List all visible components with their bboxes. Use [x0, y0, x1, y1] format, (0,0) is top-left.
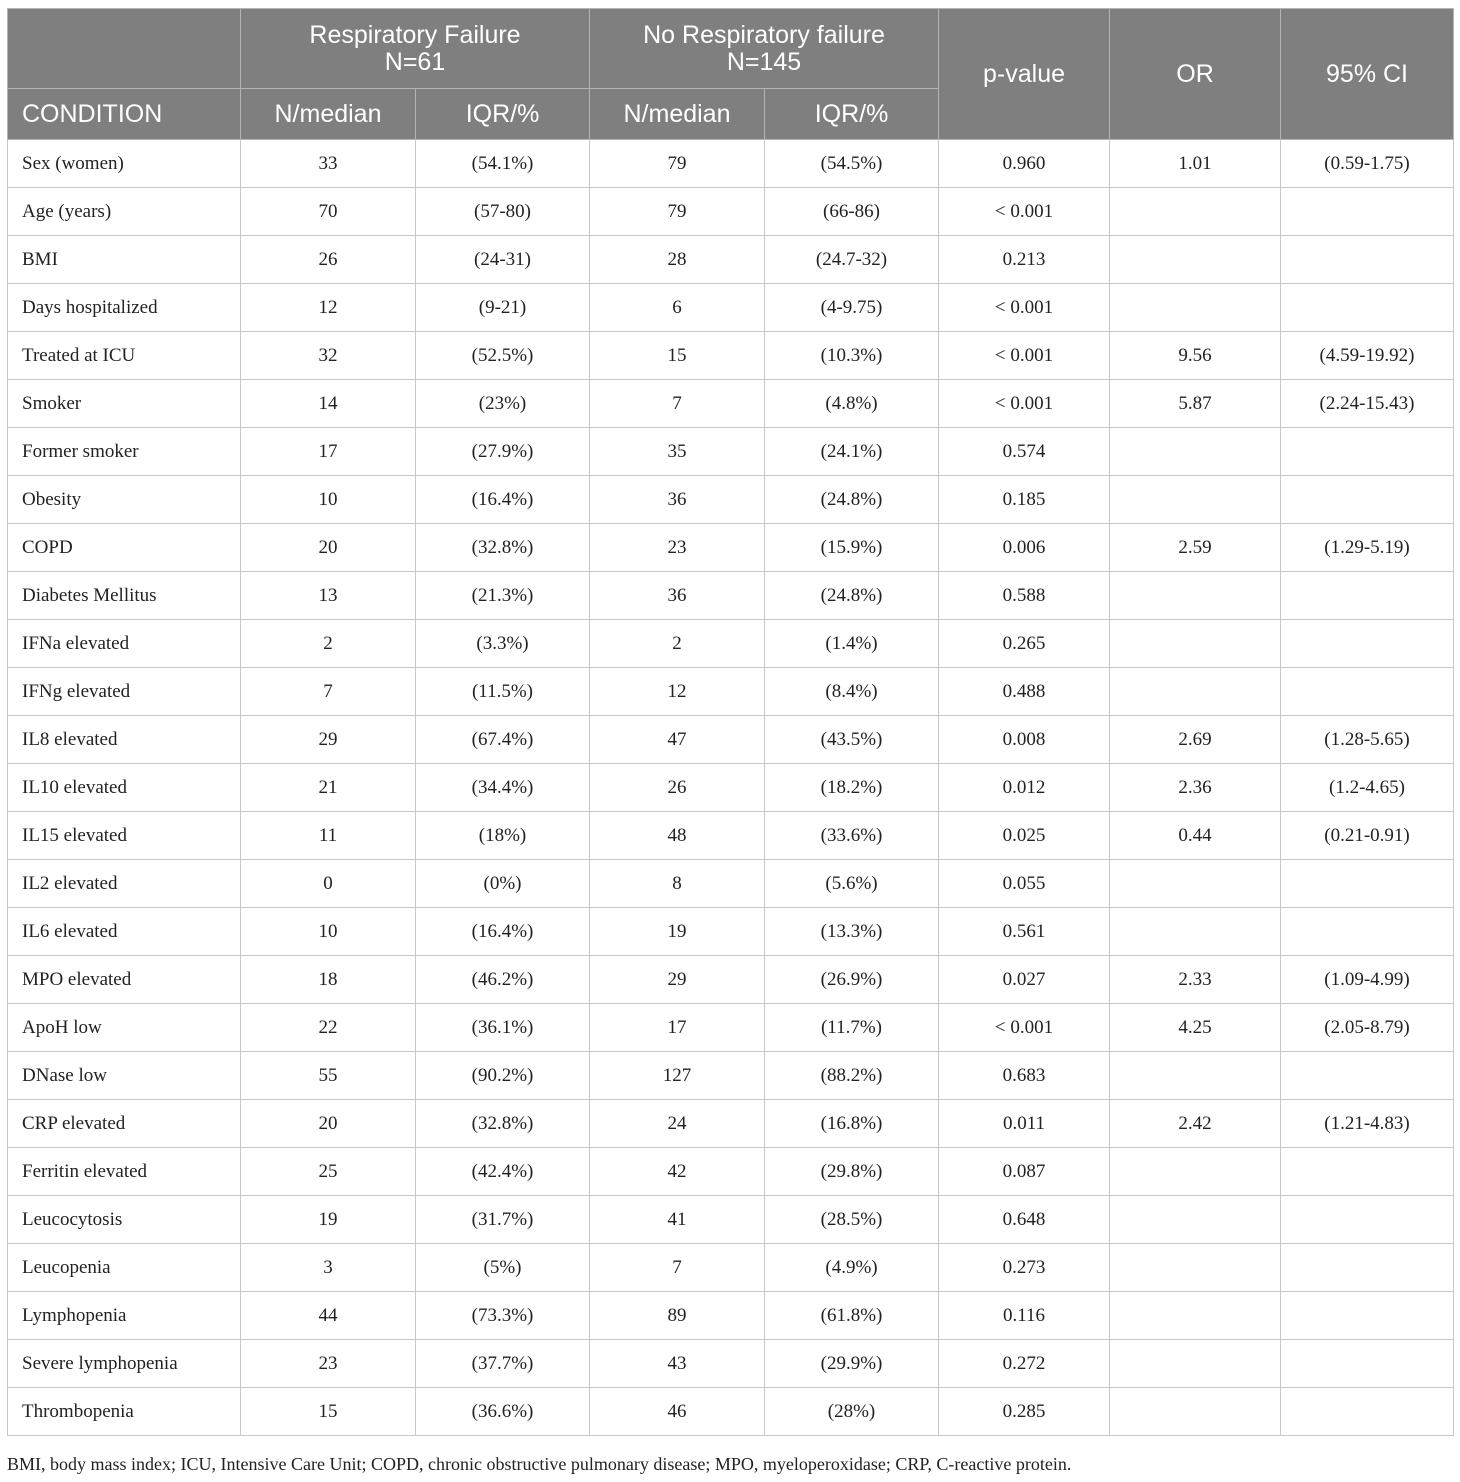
rf-iqr-cell: (54.1%): [416, 140, 590, 188]
nrf-n-median-cell: 46: [590, 1388, 765, 1436]
no-resp-failure-group-header: [590, 9, 939, 89]
ci-cell: [1281, 476, 1454, 524]
rf-iqr-cell: (27.9%): [416, 428, 590, 476]
p-value-cell: < 0.001: [939, 1004, 1110, 1052]
condition-cell: IFNa elevated: [8, 620, 241, 668]
p-value-cell: 0.011: [939, 1100, 1110, 1148]
table-row: [8, 908, 1454, 956]
nrf-iqr-cell: (54.5%): [765, 140, 939, 188]
nrf-iqr-cell: (16.8%): [765, 1100, 939, 1148]
ci-cell: (4.59-19.92): [1281, 332, 1454, 380]
rf-n-median-cell: 11: [241, 812, 416, 860]
rf-n-median-cell: 0: [241, 860, 416, 908]
or-cell: 1.01: [1110, 140, 1281, 188]
ci-cell: [1281, 1388, 1454, 1436]
table-row: [8, 1244, 1454, 1292]
or-cell: 9.56: [1110, 332, 1281, 380]
ci-cell: [1281, 572, 1454, 620]
p-value-cell: 0.025: [939, 812, 1110, 860]
or-cell: [1110, 284, 1281, 332]
rf-n-median-cell: 10: [241, 476, 416, 524]
table-row: [8, 428, 1454, 476]
condition-cell: Thrombopenia: [8, 1388, 241, 1436]
p-value-cell: 0.683: [939, 1052, 1110, 1100]
rf-iqr-cell: (73.3%): [416, 1292, 590, 1340]
nrf-n-median-cell: 15: [590, 332, 765, 380]
nrf-iqr-cell: (8.4%): [765, 668, 939, 716]
p-value-cell: 0.574: [939, 428, 1110, 476]
nrf-n-median-cell: 7: [590, 1244, 765, 1292]
condition-header: CONDITION: [8, 89, 241, 140]
nrf-n-median-cell: 36: [590, 476, 765, 524]
condition-cell: Leucocytosis: [8, 1196, 241, 1244]
rf-iqr-cell: (16.4%): [416, 476, 590, 524]
no-resp-failure-title: No Respiratory failure: [643, 20, 885, 49]
rf-n-median-cell: 55: [241, 1052, 416, 1100]
p-value-cell: 0.561: [939, 908, 1110, 956]
rf-iqr-cell: (67.4%): [416, 716, 590, 764]
ci-cell: (1.21-4.83): [1281, 1100, 1454, 1148]
rf-iqr-cell: (42.4%): [416, 1148, 590, 1196]
ci-cell: [1281, 1052, 1454, 1100]
p-value-cell: < 0.001: [939, 380, 1110, 428]
p-value-cell: < 0.001: [939, 332, 1110, 380]
nrf-n-median-cell: 89: [590, 1292, 765, 1340]
table-row: [8, 572, 1454, 620]
rf-iqr-cell: (23%): [416, 380, 590, 428]
nrf-iqr-cell: (18.2%): [765, 764, 939, 812]
nrf-iqr-cell: (28%): [765, 1388, 939, 1436]
ci-cell: (1.29-5.19): [1281, 524, 1454, 572]
or-cell: [1110, 620, 1281, 668]
or-cell: 2.69: [1110, 716, 1281, 764]
ci-header: 95% CI: [1281, 9, 1454, 140]
nrf-n-median-cell: 26: [590, 764, 765, 812]
nrf-n-median-cell: 17: [590, 1004, 765, 1052]
rf-n-median-cell: 20: [241, 524, 416, 572]
nrf-n-median-cell: 42: [590, 1148, 765, 1196]
or-cell: [1110, 1244, 1281, 1292]
table-row: [8, 1340, 1454, 1388]
nrf-n-median-cell: 29: [590, 956, 765, 1004]
p-value-cell: < 0.001: [939, 284, 1110, 332]
condition-cell: Treated at ICU: [8, 332, 241, 380]
condition-cell: Age (years): [8, 188, 241, 236]
p-value-cell: 0.213: [939, 236, 1110, 284]
rf-n-median-cell: 44: [241, 1292, 416, 1340]
rf-iqr-cell: (90.2%): [416, 1052, 590, 1100]
or-cell: 5.87: [1110, 380, 1281, 428]
table-row: [8, 1100, 1454, 1148]
table-row: [8, 1004, 1454, 1052]
rf-n-median-cell: 2: [241, 620, 416, 668]
condition-cell: Sex (women): [8, 140, 241, 188]
ci-cell: [1281, 668, 1454, 716]
ci-cell: (0.59-1.75): [1281, 140, 1454, 188]
rf-n-median-cell: 14: [241, 380, 416, 428]
rf-n-median-cell: 25: [241, 1148, 416, 1196]
table-row: [8, 284, 1454, 332]
rf-n-median-cell: 10: [241, 908, 416, 956]
nrf-n-median-cell: 7: [590, 380, 765, 428]
ci-cell: (0.21-0.91): [1281, 812, 1454, 860]
rf-iqr-cell: (34.4%): [416, 764, 590, 812]
nrf-n-median-cell: 19: [590, 908, 765, 956]
rf-n-median-cell: 21: [241, 764, 416, 812]
condition-cell: MPO elevated: [8, 956, 241, 1004]
p-value-cell: 0.027: [939, 956, 1110, 1004]
rf-iqr-cell: (32.8%): [416, 524, 590, 572]
table-row: [8, 188, 1454, 236]
ci-cell: [1281, 860, 1454, 908]
nrf-n-median-cell: 35: [590, 428, 765, 476]
ci-cell: (2.24-15.43): [1281, 380, 1454, 428]
condition-cell: IL10 elevated: [8, 764, 241, 812]
rf-n-median-cell: 70: [241, 188, 416, 236]
ci-cell: (1.09-4.99): [1281, 956, 1454, 1004]
rf-n-median-cell: 7: [241, 668, 416, 716]
or-cell: [1110, 1148, 1281, 1196]
ci-cell: (1.28-5.65): [1281, 716, 1454, 764]
nrf-iqr-cell: (1.4%): [765, 620, 939, 668]
nrf-n-median-cell: 41: [590, 1196, 765, 1244]
p-value-cell: 0.285: [939, 1388, 1110, 1436]
nrf-iqr-cell: (4.8%): [765, 380, 939, 428]
rf-n-median-cell: 32: [241, 332, 416, 380]
or-header: OR: [1110, 9, 1281, 140]
p-value-cell: < 0.001: [939, 188, 1110, 236]
nrf-iqr-cell: (11.7%): [765, 1004, 939, 1052]
table-footnote: BMI, body mass index; ICU, Intensive Care Unit; COPD, chronic obstructive pulmonary disease; MPO, myeloperoxidase; CRP, C-reactive protein.: [7, 1454, 1072, 1474]
rf-iqr-cell: (36.1%): [416, 1004, 590, 1052]
rf-iqr-header: IQR/%: [416, 89, 590, 140]
rf-iqr-cell: (37.7%): [416, 1340, 590, 1388]
p-value-cell: 0.008: [939, 716, 1110, 764]
nrf-iqr-cell: (66-86): [765, 188, 939, 236]
p-value-cell: 0.006: [939, 524, 1110, 572]
table-row: [8, 1196, 1454, 1244]
p-value-cell: 0.185: [939, 476, 1110, 524]
nrf-iqr-cell: (10.3%): [765, 332, 939, 380]
or-cell: [1110, 188, 1281, 236]
ci-cell: [1281, 284, 1454, 332]
table-row: [8, 764, 1454, 812]
ci-cell: [1281, 1244, 1454, 1292]
resp-failure-count: N=61: [384, 47, 446, 76]
p-value-cell: 0.648: [939, 1196, 1110, 1244]
or-cell: 2.33: [1110, 956, 1281, 1004]
empty-corner-cell: [8, 9, 241, 89]
ci-cell: [1281, 1196, 1454, 1244]
ci-cell: [1281, 236, 1454, 284]
table-row: [8, 140, 1454, 188]
table-row: [8, 1388, 1454, 1436]
or-cell: [1110, 1292, 1281, 1340]
nrf-n-median-cell: 8: [590, 860, 765, 908]
p-value-cell: 0.087: [939, 1148, 1110, 1196]
rf-n-median-cell: 20: [241, 1100, 416, 1148]
table-row: [8, 1148, 1454, 1196]
nrf-n-median-cell: 28: [590, 236, 765, 284]
no-resp-failure-count: N=145: [726, 47, 802, 76]
condition-cell: Days hospitalized: [8, 284, 241, 332]
condition-cell: BMI: [8, 236, 241, 284]
or-cell: [1110, 428, 1281, 476]
or-cell: 2.36: [1110, 764, 1281, 812]
condition-cell: Ferritin elevated: [8, 1148, 241, 1196]
nrf-iqr-cell: (43.5%): [765, 716, 939, 764]
table-row: [8, 620, 1454, 668]
results-table: [7, 8, 1454, 1436]
condition-cell: Obesity: [8, 476, 241, 524]
nrf-iqr-cell: (5.6%): [765, 860, 939, 908]
or-cell: [1110, 236, 1281, 284]
nrf-n-median-cell: 24: [590, 1100, 765, 1148]
rf-iqr-cell: (57-80): [416, 188, 590, 236]
condition-cell: CRP elevated: [8, 1100, 241, 1148]
nrf-n-median-cell: 23: [590, 524, 765, 572]
table-row: [8, 716, 1454, 764]
table-row: [8, 332, 1454, 380]
condition-cell: IL2 elevated: [8, 860, 241, 908]
rf-n-median-cell: 22: [241, 1004, 416, 1052]
nrf-n-median-cell: 79: [590, 188, 765, 236]
table-row: [8, 956, 1454, 1004]
rf-iqr-cell: (24-31): [416, 236, 590, 284]
condition-cell: Former smoker: [8, 428, 241, 476]
p-value-cell: 0.055: [939, 860, 1110, 908]
condition-cell: IL6 elevated: [8, 908, 241, 956]
nrf-iqr-header: IQR/%: [765, 89, 939, 140]
rf-n-median-cell: 3: [241, 1244, 416, 1292]
rf-iqr-cell: (0%): [416, 860, 590, 908]
nrf-iqr-cell: (33.6%): [765, 812, 939, 860]
table-row: [8, 668, 1454, 716]
rf-n-median-cell: 29: [241, 716, 416, 764]
nrf-iqr-cell: (24.7-32): [765, 236, 939, 284]
nrf-n-median-header: N/median: [590, 89, 765, 140]
table-row: [8, 476, 1454, 524]
condition-cell: Leucopenia: [8, 1244, 241, 1292]
rf-n-median-cell: 18: [241, 956, 416, 1004]
rf-iqr-cell: (9-21): [416, 284, 590, 332]
rf-n-median-cell: 17: [241, 428, 416, 476]
table-header: [8, 9, 1454, 140]
p-value-cell: 0.012: [939, 764, 1110, 812]
or-cell: [1110, 1340, 1281, 1388]
condition-cell: IL8 elevated: [8, 716, 241, 764]
nrf-n-median-cell: 47: [590, 716, 765, 764]
rf-n-median-cell: 23: [241, 1340, 416, 1388]
or-cell: [1110, 860, 1281, 908]
p-value-cell: 0.960: [939, 140, 1110, 188]
nrf-iqr-cell: (88.2%): [765, 1052, 939, 1100]
rf-n-median-cell: 13: [241, 572, 416, 620]
nrf-iqr-cell: (4.9%): [765, 1244, 939, 1292]
nrf-iqr-cell: (24.8%): [765, 572, 939, 620]
nrf-iqr-cell: (28.5%): [765, 1196, 939, 1244]
nrf-n-median-cell: 127: [590, 1052, 765, 1100]
nrf-n-median-cell: 6: [590, 284, 765, 332]
table-row: [8, 812, 1454, 860]
or-cell: [1110, 1052, 1281, 1100]
rf-n-median-cell: 15: [241, 1388, 416, 1436]
or-cell: [1110, 1196, 1281, 1244]
rf-iqr-cell: (31.7%): [416, 1196, 590, 1244]
nrf-n-median-cell: 2: [590, 620, 765, 668]
nrf-iqr-cell: (13.3%): [765, 908, 939, 956]
nrf-iqr-cell: (4-9.75): [765, 284, 939, 332]
rf-n-median-cell: 26: [241, 236, 416, 284]
p-value-cell: 0.272: [939, 1340, 1110, 1388]
rf-n-median-cell: 19: [241, 1196, 416, 1244]
group-header-row: [8, 9, 1454, 89]
nrf-n-median-cell: 43: [590, 1340, 765, 1388]
table-row: [8, 524, 1454, 572]
ci-cell: (1.2-4.65): [1281, 764, 1454, 812]
p-value-cell: 0.116: [939, 1292, 1110, 1340]
nrf-iqr-cell: (61.8%): [765, 1292, 939, 1340]
ci-cell: [1281, 428, 1454, 476]
ci-cell: [1281, 188, 1454, 236]
rf-n-median-header: N/median: [241, 89, 416, 140]
rf-iqr-cell: (36.6%): [416, 1388, 590, 1436]
p-value-cell: 0.488: [939, 668, 1110, 716]
nrf-iqr-cell: (26.9%): [765, 956, 939, 1004]
rf-iqr-cell: (3.3%): [416, 620, 590, 668]
ci-cell: [1281, 908, 1454, 956]
or-cell: 2.59: [1110, 524, 1281, 572]
rf-iqr-cell: (18%): [416, 812, 590, 860]
p-value-header: p-value: [939, 9, 1110, 140]
rf-iqr-cell: (32.8%): [416, 1100, 590, 1148]
nrf-iqr-cell: (29.8%): [765, 1148, 939, 1196]
ci-cell: [1281, 1148, 1454, 1196]
resp-failure-group-header: [241, 9, 590, 89]
or-cell: 4.25: [1110, 1004, 1281, 1052]
table-body: [8, 140, 1454, 1436]
nrf-n-median-cell: 79: [590, 140, 765, 188]
nrf-iqr-cell: (24.8%): [765, 476, 939, 524]
rf-n-median-cell: 33: [241, 140, 416, 188]
condition-cell: Diabetes Mellitus: [8, 572, 241, 620]
condition-cell: ApoH low: [8, 1004, 241, 1052]
table-row: [8, 1052, 1454, 1100]
rf-iqr-cell: (46.2%): [416, 956, 590, 1004]
table-row: [8, 236, 1454, 284]
rf-iqr-cell: (11.5%): [416, 668, 590, 716]
ci-cell: [1281, 1340, 1454, 1388]
rf-n-median-cell: 12: [241, 284, 416, 332]
nrf-iqr-cell: (15.9%): [765, 524, 939, 572]
rf-iqr-cell: (16.4%): [416, 908, 590, 956]
condition-cell: DNase low: [8, 1052, 241, 1100]
condition-cell: Smoker: [8, 380, 241, 428]
rf-iqr-cell: (21.3%): [416, 572, 590, 620]
or-cell: [1110, 1388, 1281, 1436]
ci-cell: (2.05-8.79): [1281, 1004, 1454, 1052]
ci-cell: [1281, 1292, 1454, 1340]
p-value-cell: 0.588: [939, 572, 1110, 620]
p-value-cell: 0.265: [939, 620, 1110, 668]
table-row: [8, 860, 1454, 908]
or-cell: [1110, 476, 1281, 524]
rf-iqr-cell: (5%): [416, 1244, 590, 1292]
nrf-n-median-cell: 36: [590, 572, 765, 620]
condition-cell: COPD: [8, 524, 241, 572]
or-cell: 2.42: [1110, 1100, 1281, 1148]
table-row: [8, 380, 1454, 428]
p-value-cell: 0.273: [939, 1244, 1110, 1292]
condition-cell: Severe lymphopenia: [8, 1340, 241, 1388]
or-cell: [1110, 668, 1281, 716]
nrf-n-median-cell: 12: [590, 668, 765, 716]
condition-cell: IFNg elevated: [8, 668, 241, 716]
nrf-n-median-cell: 48: [590, 812, 765, 860]
rf-iqr-cell: (52.5%): [416, 332, 590, 380]
ci-cell: [1281, 620, 1454, 668]
or-cell: [1110, 908, 1281, 956]
table-row: [8, 1292, 1454, 1340]
nrf-iqr-cell: (24.1%): [765, 428, 939, 476]
nrf-iqr-cell: (29.9%): [765, 1340, 939, 1388]
or-cell: 0.44: [1110, 812, 1281, 860]
resp-failure-title: Respiratory Failure: [309, 20, 521, 49]
or-cell: [1110, 572, 1281, 620]
condition-cell: IL15 elevated: [8, 812, 241, 860]
condition-cell: Lymphopenia: [8, 1292, 241, 1340]
